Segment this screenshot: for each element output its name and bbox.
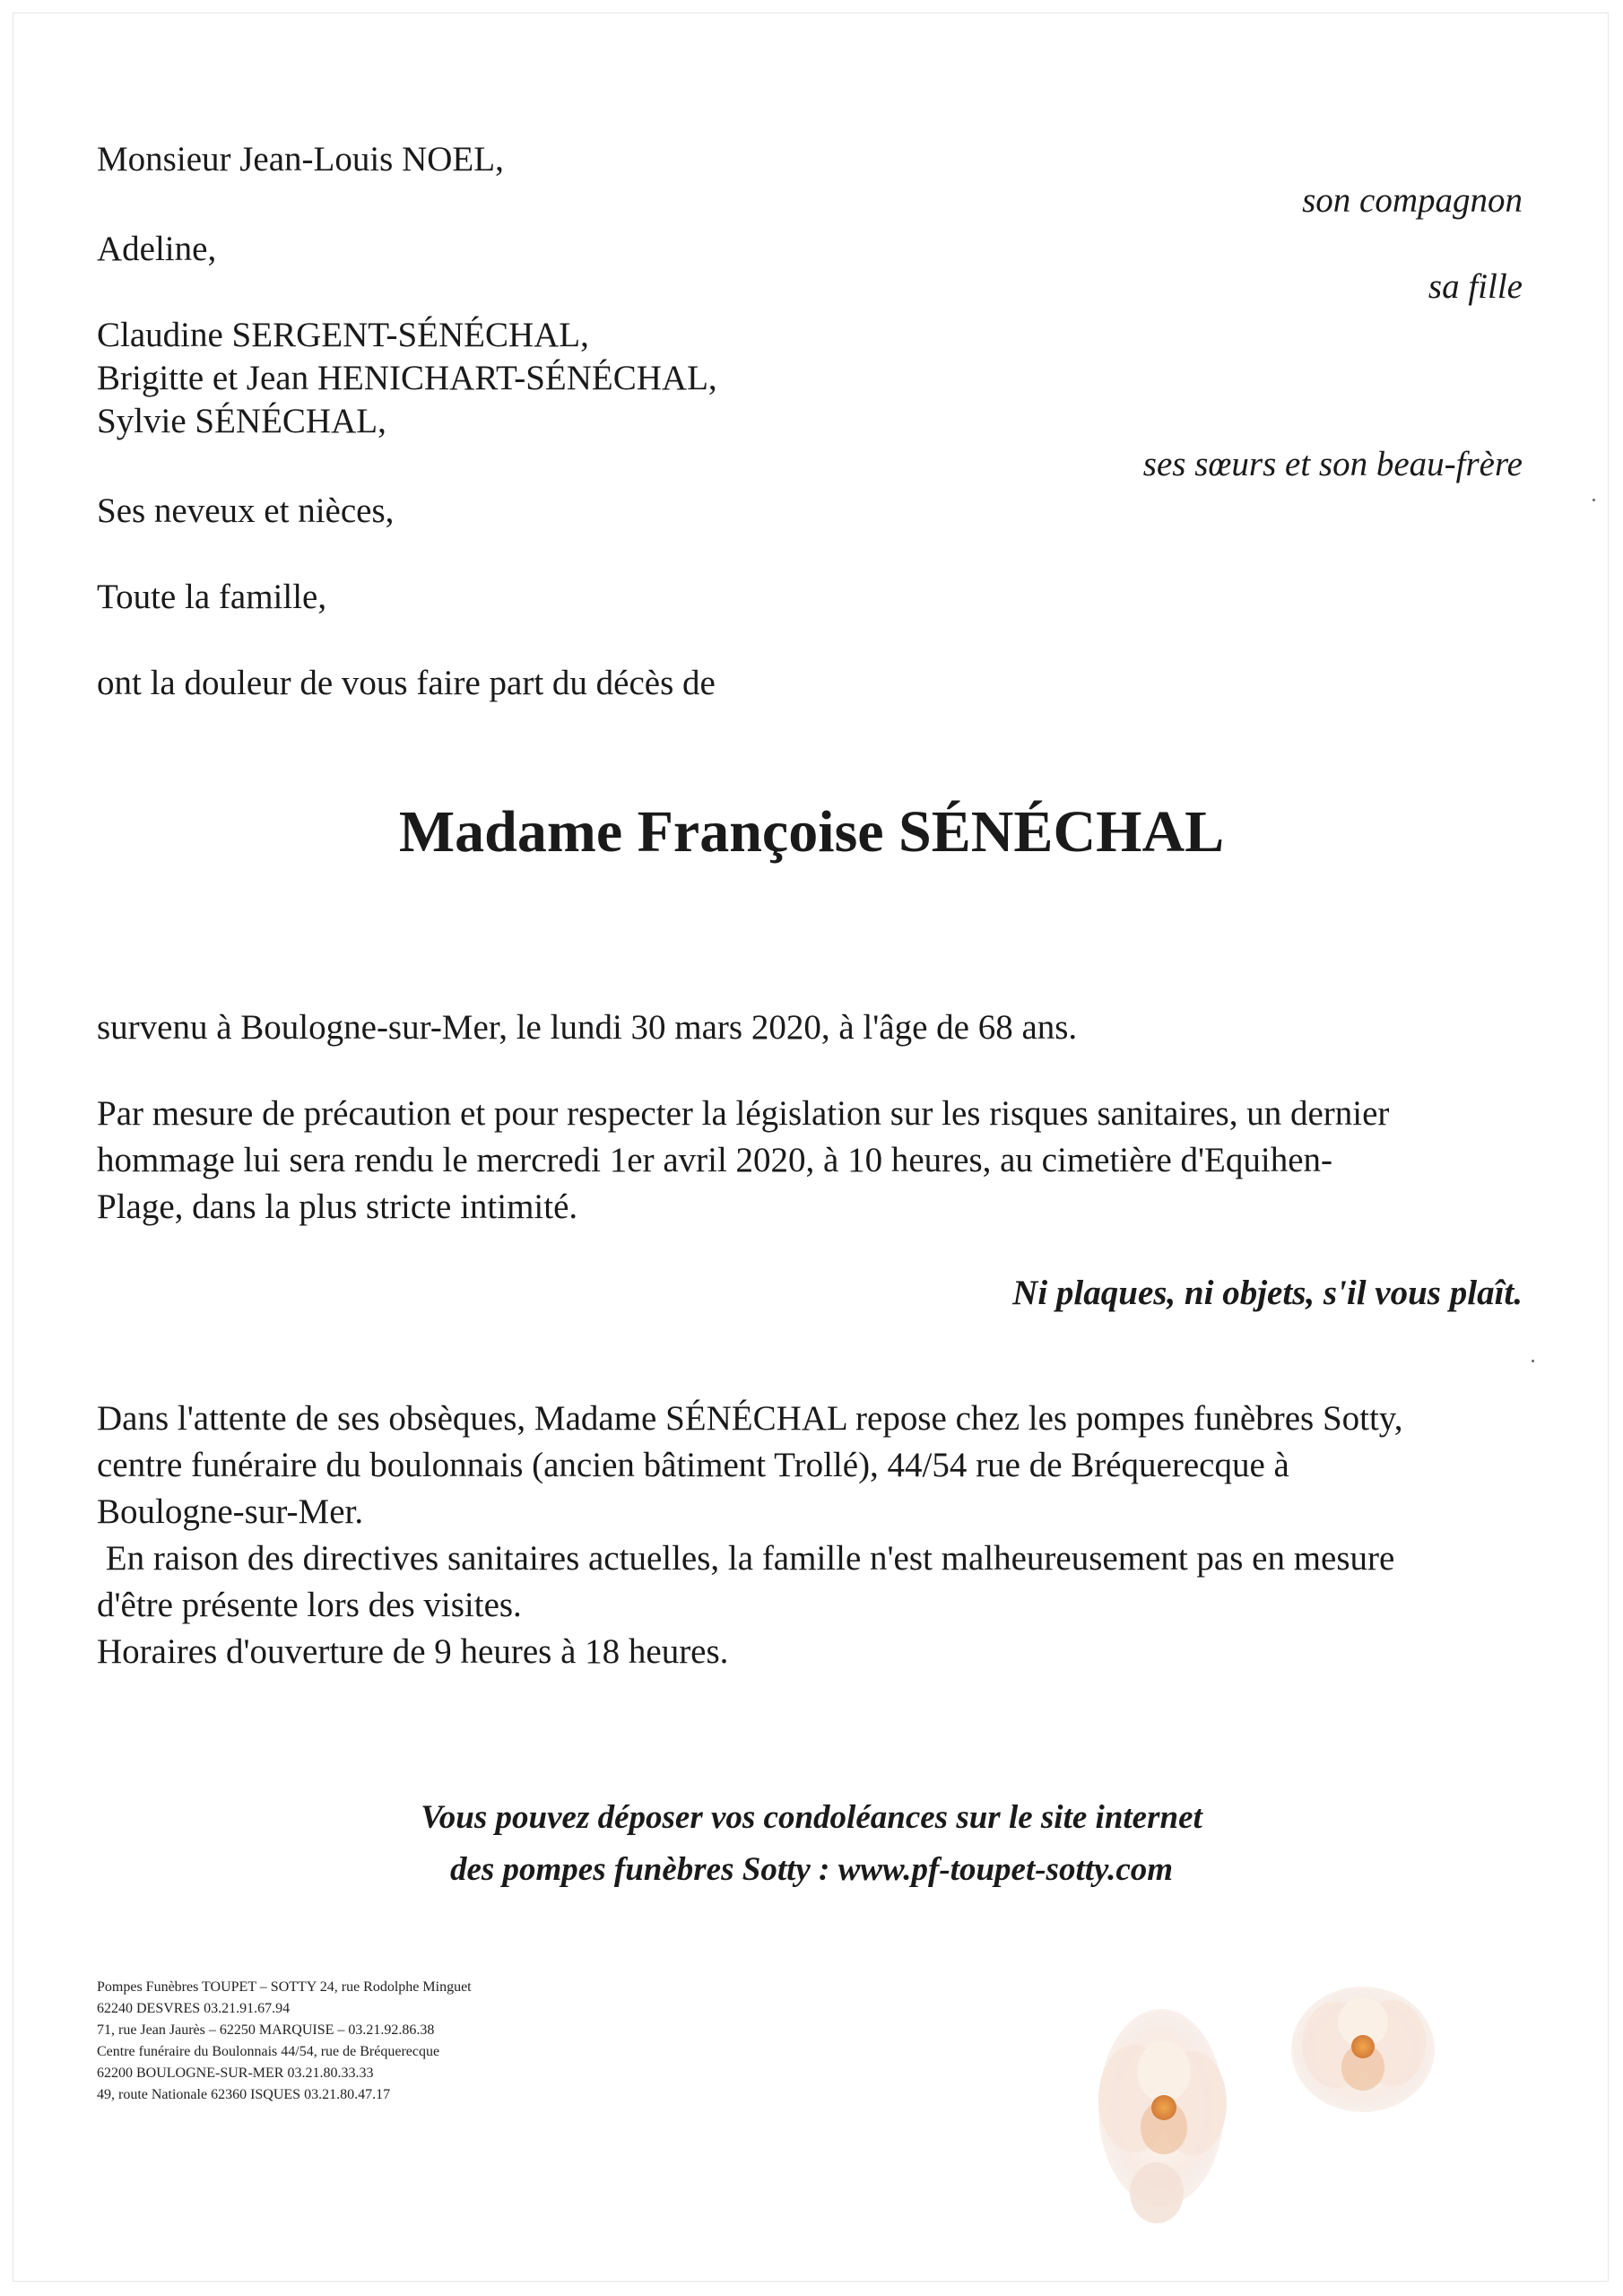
scan-speck <box>1532 1360 1534 1362</box>
footer-line: 62240 DESVRES 03.21.91.67.94 <box>97 2001 291 2016</box>
visitation-line: Dans l'attente de ses obsèques, Madame SÉNÉCHAL repose chez les pompes funèbres Sotty, <box>97 1399 1403 1438</box>
condolences-line-2: des pompes funèbres Sotty : www.pf-toupet-sotty.com <box>449 1851 1174 1888</box>
sister-2: Brigitte et Jean HENICHART-SÉNÉCHAL, <box>97 359 717 397</box>
nephews-nieces: Ses neveux et nièces, <box>97 491 395 530</box>
footer-line: 71, rue Jean Jaurès – 62250 MARQUISE – 03.21.92.86.38 <box>97 2022 435 2038</box>
ceremony-paragraph <box>97 1091 1532 1231</box>
no-flowers-notice: Ni plaques, ni objets, s'il vous plaît. <box>1012 1274 1523 1312</box>
funeral-home-footer <box>97 1977 472 2106</box>
visitation-line: centre funéraire du boulonnais (ancien bâtiment Trollé), 44/54 rue de Bréquerecque à <box>97 1446 1289 1484</box>
deceased-name: Madame Françoise SÉNÉCHAL <box>398 799 1225 865</box>
footer-line: 49, route Nationale 62360 ISQUES 03.21.80.47.17 <box>97 2087 391 2102</box>
scan-speck <box>1593 499 1595 501</box>
footer-line: Pompes Funèbres TOUPET – SOTTY 24, rue Rodolphe Minguet <box>97 1979 472 1995</box>
visitation-line: En raison des directives sanitaires actuelles, la famille n'est malheureusement pas en mesure <box>97 1539 1395 1578</box>
ceremony-line: hommage lui sera rendu le mercredi 1er avril 2020, à 10 heures, au cimetière d'Equihen- <box>97 1141 1332 1179</box>
whole-family: Toute la famille, <box>97 578 327 616</box>
sisters-relation: ses sœurs et son beau-frère <box>1142 445 1523 483</box>
daughter-relation: sa fille <box>1428 267 1523 306</box>
ceremony-line: Par mesure de précaution et pour respecter la législation sur les risques sanitaires, un dernier <box>97 1094 1390 1133</box>
condolences-message <box>0 1792 1623 1896</box>
visitation-line: Boulogne-sur-Mer. <box>97 1492 364 1531</box>
sister-1: Claudine SERGENT-SÉNÉCHAL, <box>97 316 589 354</box>
daughter-name: Adeline, <box>97 230 217 268</box>
companion-relation: son compagnon <box>1302 181 1523 220</box>
condolences-line-1: Vous pouvez déposer vos condoléances sur le site internet <box>421 1799 1202 1836</box>
sister-3: Sylvie SÉNÉCHAL, <box>97 402 386 440</box>
footer-line: 62200 BOULOGNE-SUR-MER 03.21.80.33.33 <box>97 2066 374 2081</box>
ceremony-line: Plage, dans la plus stricte intimité. <box>97 1187 578 1226</box>
visitation-paragraph <box>97 1396 1532 1675</box>
announcement: ont la douleur de vous faire part du décès de <box>97 664 716 702</box>
companion-name: Monsieur Jean-Louis NOEL, <box>97 140 504 178</box>
footer-line: Centre funéraire du Boulonnais 44/54, rue de Bréquerecque <box>97 2044 440 2059</box>
orchid-flower-illustration <box>1273 1973 1453 2126</box>
visitation-line: d'être présente lors des visites. <box>97 1586 522 1624</box>
visitation-line: Horaires d'ouverture de 9 heures à 18 heures. <box>97 1632 729 1671</box>
death-details: survenu à Boulogne-sur-Mer, le lundi 30 mars 2020, à l'âge de 68 ans. <box>97 1008 1078 1047</box>
orchid-flower-illustration <box>1058 1973 1264 2233</box>
